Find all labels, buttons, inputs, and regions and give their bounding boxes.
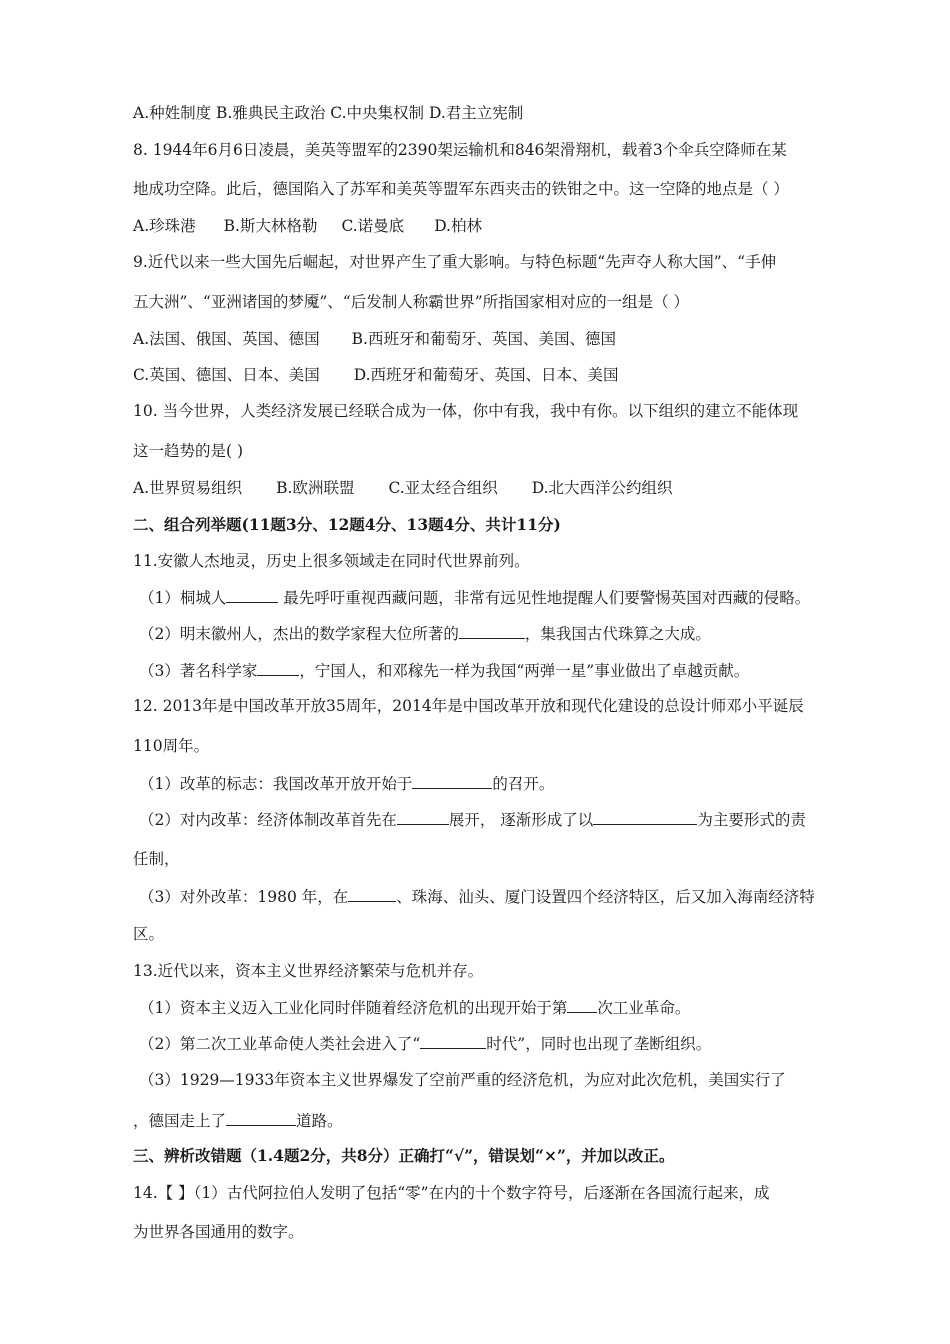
q13-part3: （3）1929—1933年资本主义世界爆发了空前严重的经济危机，为应对此次危机，美国实行了 [139,1071,786,1089]
q10-option-d: D.北大西洋公约组织 [531,479,673,497]
q9-option-d: D.西班牙和葡萄牙、英国、日本、美国 [353,366,619,384]
q13-part1: （1）资本主义迈入工业化同时伴随着经济危机的出现开始于第 次工业革命。 [139,999,691,1017]
q8-stem-line1: 8. 1944年6月6日凌晨，美英等盟军的2390架运输机和846架滑翔机，载着3个伞兵空降师在某 [133,141,787,159]
q9-option-b: B.西班牙和葡萄牙、英国、美国、德国 [351,330,616,348]
q10-stem-line2: 这一趋势的是( ) [133,442,244,460]
q11-stem: 11.安徽人杰地灵，历史上很多领域走在同时代世界前列。 [133,552,530,570]
q10-option-c: C.亚太经合组织 [388,479,498,497]
q12-stem-line1: 12. 2013年是中国改革开放35周年，2014年是中国改革开放和现代化建设的总设计师邓小平诞辰 [133,697,804,715]
q13-stem: 13.近代以来，资本主义世界经济繁荣与危机并存。 [133,962,484,980]
q9-option-a: A.法国、俄国、英国、德国 [133,330,320,348]
q8-option-d: D.柏林 [434,217,482,235]
answer-blank[interactable] [412,773,492,789]
q13-part3-cont: ，德国走上了 道路。 [133,1112,343,1130]
q9-options-ab [133,329,616,349]
q8-option-c: C.诺曼底 [341,217,405,235]
q12-stem-line2: 110周年。 [133,737,210,755]
q9-options-cd [133,365,619,385]
q10-option-a: A.世界贸易组织 [133,479,243,497]
answer-blank[interactable] [397,809,449,825]
q14-stem-line2: 为世界各国通用的数字。 [133,1223,304,1241]
q11-part3: （3）著名科学家 ，宁国人，和邓稼先一样为我国“两弹一星”事业做出了卓越贡献。 [139,662,750,680]
answer-blank[interactable] [459,623,525,639]
q8-option-a: A.珍珠港 [133,217,196,235]
section-2-heading: 二、组合列举题(11题3分、12题4分、13题4分、共计11分) [133,515,561,534]
answer-blank[interactable] [420,1033,486,1049]
q7-options: A.种姓制度 B.雅典民主政治 C.中央集权制 D.君主立宪制 [133,104,524,122]
q10-stem-line1: 10. 当今世界，人类经济发展已经联合成为一体，你中有我，我中有你。以下组织的建立不能体现 [133,402,799,420]
q8-options [133,216,482,236]
q12-part1: （1）改革的标志：我国改革开放开始于 的召开。 [139,775,555,793]
q9-stem-line1: 9.近代以来一些大国先后崛起，对世界产生了重大影响。与特色标题“先声夺人称大国”、“手伸 [133,253,777,271]
answer-blank[interactable] [348,886,396,902]
answer-blank[interactable] [567,997,597,1013]
q8-option-b: B.斯大林格勒 [223,217,318,235]
q8-stem-line2: 地成功空降。此后，德国陷入了苏军和美英等盟军东西夹击的铁钳之中。这一空降的地点是（ ） [133,180,789,198]
q12-part3-cont: 区。 [133,925,165,943]
section-3-heading: 三、辨析改错题（1.4题2分，共8分）正确打“√”，错误划“×”，并加以改正。 [133,1146,675,1165]
q12-part2: （2）对内改革：经济体制改革首先在 展开， 逐渐形成了以 为主要形式的责 [139,811,806,829]
answer-blank[interactable] [593,809,697,825]
answer-blank[interactable] [226,1110,296,1126]
q12-part3: （3）对外改革：1980 年，在 、珠海、汕头、厦门设置四个经济特区，后又加入海南经济特 [139,888,815,906]
q10-option-b: B.欧洲联盟 [276,479,355,497]
answer-blank[interactable] [226,587,278,603]
q11-part1: （1）桐城人 最先呼吁重视西藏问题，非常有远见性地提醒人们要警惕英国对西藏的侵略。 [139,589,811,607]
q12-part2-cont: 任制， [133,850,180,868]
q14-stem-line1: 14.【 】（1）古代阿拉伯人发明了包括“零”在内的十个数字符号，后逐渐在各国流行起来，成 [133,1184,770,1202]
answer-blank[interactable] [257,660,299,676]
q13-part2: （2）第二次工业革命使人类社会进入了“ 时代”，同时也出现了垄断组织。 [139,1035,712,1053]
q9-option-c: C.英国、德国、日本、美国 [133,366,320,384]
q9-stem-line2: 五大洲”、“亚洲诸国的梦魇”、“后发制人称霸世界”所指国家相对应的一组是（ ） [133,293,690,311]
q10-options [133,478,673,498]
q11-part2: （2）明末徽州人，杰出的数学家程大位所著的 ，集我国古代珠算之大成。 [139,625,711,643]
